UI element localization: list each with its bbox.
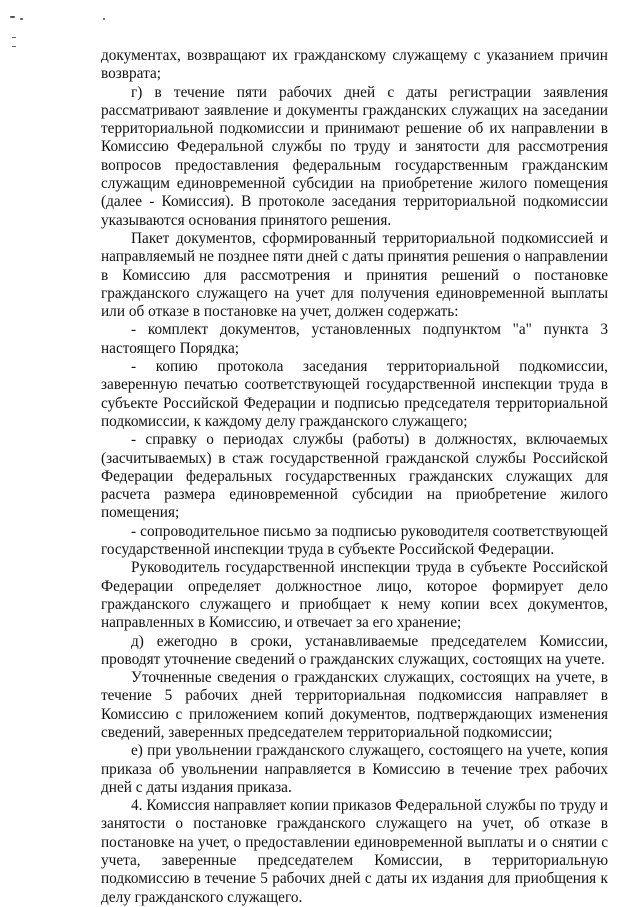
- paragraph-item-4: 4. Комиссия направляет копии приказов Федеральной службы по труду и занятости о постановке гражданского служащего на учет, об отказе в постановке на учет, о предоставлении единовременной выплаты и о снятии с учета, заверенные председателем Комиссии, в территориальную подкомиссию в течение 5 рабочих дней с даты их издания для приобщения к делу гражданского служащего.: [101, 797, 608, 906]
- paragraph-updated-info: Уточненные сведения о гражданских служащих, состоящих на учете, в течение 5 рабочих дней территориальная подкомиссия направляет в Комиссию с приложением копий документов, подтверждающих изменения сведений, заверенных председателем территориальной подкомиссии;: [101, 669, 608, 741]
- list-item-service-certificate: - справку о периодах службы (работы) в должностях, включаемых (засчитываемых) в стаж государственной гражданской службы Российской Федерации федеральных государственных гражданских служащих для расчета размера единовременной субсидии на приобретение жилого помещения;: [101, 431, 608, 522]
- list-item-cover-letter: - сопроводительное письмо за подписью руководителя соответствующей государственной инспекции труда в субъекте Российской Федерации.: [101, 522, 608, 559]
- list-item-protocol-copy: - копию протокола заседания территориальной подкомиссии, заверенную печатью соответствующей государственной инспекции труда в субъекте Российской Федерации и подписью председателя территориальной подкомиссии, к каждому делу гражданского служащего;: [101, 358, 608, 430]
- list-item-documents-set: - комплект документов, установленных подпунктом "а" пункта 3 настоящего Порядка;: [101, 321, 608, 357]
- paragraph-document-package: Пакет документов, сформированный территориальной подкомиссией и направляемый не позднее пяти дней с даты принятия решения о направлении в Комиссию для рассмотрения и принятия решений о постановке гражданского служащего на учет для получения единовременной выплаты или об отказе в постановке на учет, должен содержать:: [101, 229, 608, 321]
- scan-artifact-mark: [103, 18, 105, 20]
- scan-artifact-mark: [12, 46, 16, 47]
- paragraph-item-e: е) при увольнении гражданского служащего, состоящего на учете, копия приказа об увольнении направляется в Комиссию в течение трех рабочих дней с даты издания приказа.: [101, 742, 608, 796]
- paragraph-item-g: г) в течение пяти рабочих дней с даты регистрации заявления рассматривают заявление и документы гражданских служащих на заседании территориальной подкомиссии и принимают решение об их направлении в Комиссию Федеральной службы по труду и занятости для рассмотрения вопросов предоставления федеральным государственным гражданским служащим единовременной субсидии на приобретение жилого помещения (далее - Комиссия). В протоколе заседания территориальной подкомиссии указываются основания принятого решения.: [101, 83, 608, 229]
- paragraph-continuation: документах, возвращают их гражданскому служащему с указанием причин возврата;: [101, 47, 608, 83]
- paragraph-inspection-head: Руководитель государственной инспекции труда в субъекте Российской Федерации определяет должностное лицо, которое формирует дело гражданского служащего и приобщает к нему копии всех документов, направленных в Комиссию, и отвечает за его хранение;: [101, 559, 608, 632]
- scan-artifact-mark: [12, 37, 16, 38]
- document-body: [101, 47, 608, 907]
- scan-artifact-mark: [10, 16, 15, 18]
- scan-artifact-mark: [20, 18, 23, 20]
- paragraph-item-d: д) ежегодно в сроки, устанавливаемые председателем Комиссии, проводят уточнение сведений о гражданских служащих, состоящих на учете.: [101, 632, 608, 668]
